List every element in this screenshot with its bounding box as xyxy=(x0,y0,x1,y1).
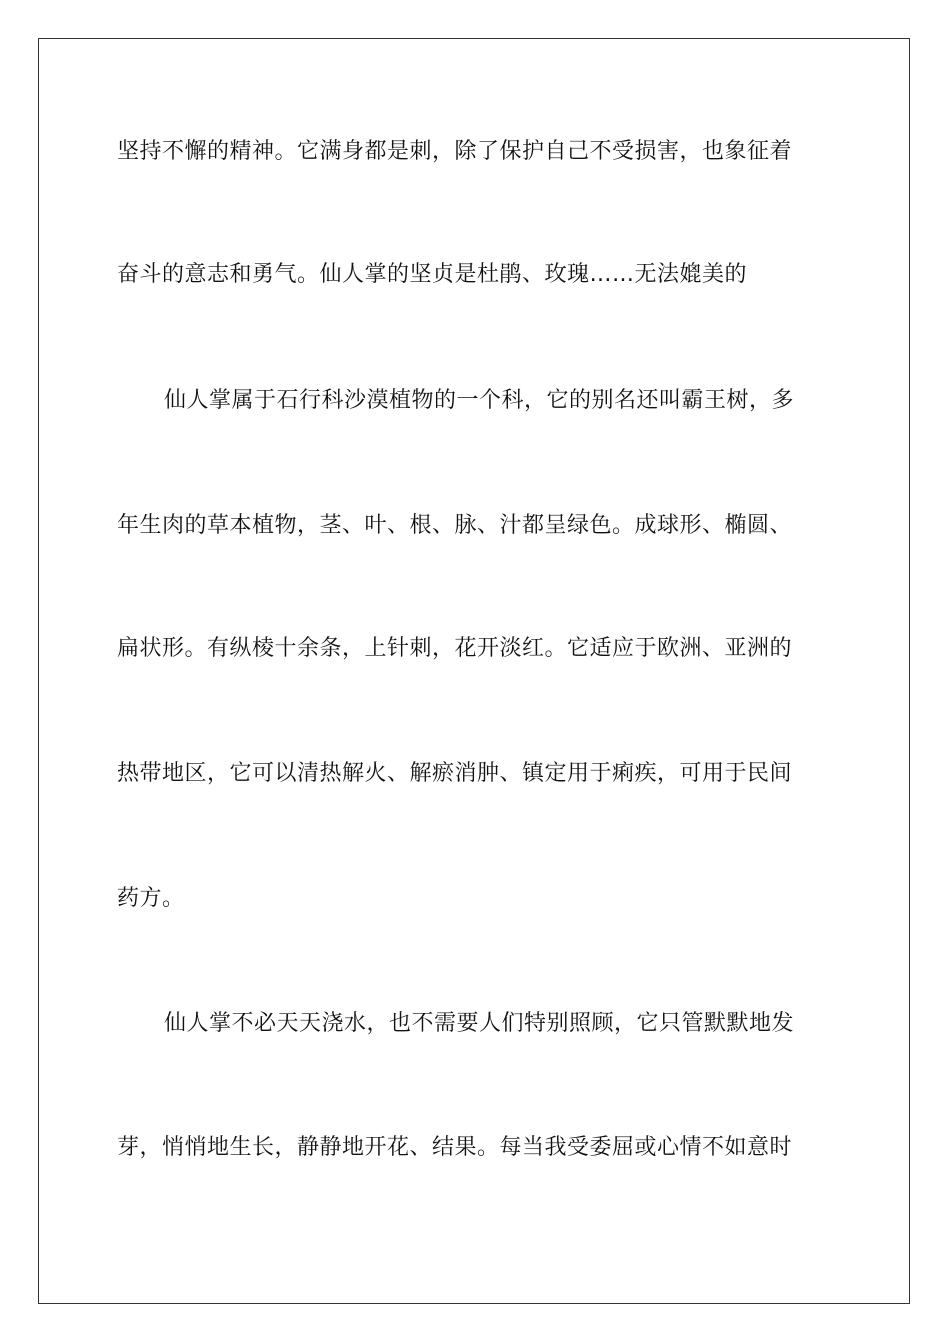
text-line-7: 药方。 xyxy=(117,886,185,911)
text-line-9: 芽，悄悄地生长，静静地开花、结果。每当我受委屈或心情不如意时 xyxy=(117,1135,793,1160)
text-line-1: 坚持不懈的精神。它满身都是刺，除了保护自己不受损害，也象征着 xyxy=(117,139,793,164)
page-frame xyxy=(38,38,910,1304)
text-line-5: 扁状形。有纵棱十余条，上针刺，花开淡红。它适应于欧洲、亚洲的 xyxy=(117,636,793,661)
text-line-8: 仙人掌不必天天浇水，也不需要人们特别照顾，它只管默默地发 xyxy=(164,1011,795,1036)
text-line-2: 奋斗的意志和勇气。仙人掌的坚贞是杜鹃、玫瑰……无法媲美的 xyxy=(117,262,748,287)
text-line-6: 热带地区，它可以清热解火、解瘀消肿、镇定用于痢疾，可用于民间 xyxy=(117,761,793,786)
text-line-3: 仙人掌属于石行科沙漠植物的一个科，它的别名还叫霸王树，多 xyxy=(164,388,795,413)
text-line-4: 年生肉的草本植物，茎、叶、根、脉、汁都呈绿色。成球形、椭圆、 xyxy=(117,513,793,538)
